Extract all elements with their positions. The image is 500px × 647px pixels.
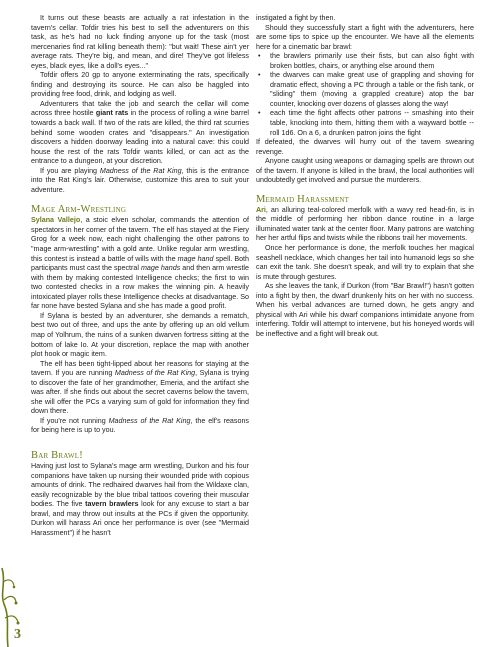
paragraph: Ari, an alluring teal-colored merfolk with a wavy red head-fin, is in the middle of performing her ribbon dance routine in a large illuminated water tank at the center floor. Many patrons are watching her her artful flips and twists while the ribbons trail her movements. xyxy=(256,205,474,243)
creature-name: giant rats xyxy=(95,109,129,118)
bullet-list xyxy=(256,52,474,138)
paragraph: As she leaves the tank, if Durkon (from "Bar Brawl!") hasn't gotten into a fight by then, the dwarf drunkenly hits on her with no success. When his verbal advances are turned down, he gets angry and physical with Ari while his dwarf companions intimidate anyone from interfering. Tofdir will attempt to intervene, but his honeyed words will be ineffective and a fight will break out. xyxy=(256,282,474,338)
npc-name: Ari xyxy=(256,205,266,214)
paragraph: Should they successfully start a fight with the adventurers, here are some tips to spice up the encounter. We have all the elements here for a cinematic bar brawl: xyxy=(256,23,474,51)
list-item: • the dwarves can make great use of grappling and shoving for dramatic effect, shoving a PC through a table or the fish tank, or "sliding" them (moving a grappled creature) atop the bar counter, knocking over dozens of glasses along the way! xyxy=(256,71,474,109)
list-item: • each time the fight affects other patrons -- smashing into their table, knocking into them, hitting them with a wayward bottle -- roll 1d6. On a 6, a drunken patron joins the fight xyxy=(256,109,474,138)
paragraph: If defeated, the dwarves will hurry out of the tavern swearing revenge. xyxy=(256,138,474,156)
paragraph: It turns out these beasts are actually a rat infestation in the tavern's cellar. Tofdir tries his best to sell the adventurers on this task, as he's had no luck finding anyone up for the task (most mercenaries find rat killing beneath them): "but wait! These ain't yer average rats. They're big, and mean, and dire! They've got lifeless eyes, black eyes, like a doll's eyes..." xyxy=(31,14,249,70)
left-column xyxy=(31,14,249,538)
paragraph: If Sylana is bested by an adventurer, she demands a rematch, best two out of three, and ups the ante by offering up an old vellum map of Yolhrum, the ruins of a sunken dwarven fortress sitting at the bottom of lake Io. At your discretion, replace the map with another plot hook or magic item. xyxy=(31,311,249,359)
page-number: 3 xyxy=(14,627,21,642)
section-heading-bar-brawl: Bar Brawl! xyxy=(31,449,83,461)
paragraph: Having just lost to Sylana's mage arm wrestling, Durkon and his four companions have taken up nursing their wounded pride with copious amounts of drink. The redhaired dwarves hail from the Wildaxe clan, easily recognizable by the blue tribal tattoos covering their muscular bodies. The five tavern brawlers look for any excuse to start a bar brawl, and may throw out insults at the PCs if given the opportunity. Durkon will harass Ari once her performance is over (see "Mermaid Harassment") if he hasn't xyxy=(31,461,249,537)
paragraph: Tofdir offers 20 gp to anyone exterminating the rats, specifically finding and destroying its source. He can also be haggled into providing free food, drink, and lodging as well. xyxy=(31,71,249,99)
section-heading-mermaid-harassment: Mermaid Harassment xyxy=(256,193,350,205)
paragraph: Sylana Vallejo, a stoic elven scholar, commands the attention of spectators in her corner of the tavern. The elf has stayed at the Fiery Grog for a week now, each night challenging the other patrons to "mage arm-wrestling" with a gold ante. Unlike regular arm wrestling, this contest is instead a battle of wills with the mage hand spell. Both participants must cast the spectral mage hands and then arm wrestle with them by making contested Intelligence checks; the first to win two contested checks in a row makes the winning pin. A heavily intoxicated player rolls these Intelligence checks at disadvantage. So far none have bested Sylana and she has made a good profit. xyxy=(31,216,250,311)
right-column xyxy=(256,14,474,340)
paragraph: Anyone caught using weapons or damaging spells are thrown out of the tavern. If anyone is killed in the brawl, the local authorities will undoubtedly get involved and pursue the murderers. xyxy=(256,157,474,185)
paragraph: Adventurers that take the job and search the cellar will come across three hostile giant rats in the process of rolling a wine barrel towards a back wall. If two of the rats are killed, the third rat scurries behind some wooden crates and "disappears." An investigation discovers a hidden doorway leading into a natural cave: this could house the rest of the rats Tofdir wants killed, or can act as the entrance to a dungeon, at your discretion. xyxy=(31,99,250,166)
paragraph: If you're not running Madness of the Rat King, the elf's reasons for being here is up to you. xyxy=(31,416,249,435)
paragraph: instigated a fight by then. xyxy=(256,14,336,22)
paragraph: Once her performance is done, the merfolk touches her magical seashell necklace, which changes her tail into humanoid legs so she can exit the tank. She doesn't speak, and will try to explain that she is mute through gestures. xyxy=(256,244,474,281)
section-heading-mage-arm-wrestling: Mage Arm-Wrestling xyxy=(31,204,127,216)
paragraph: If you are playing Madness of the Rat King, this is the entrance into the Rat King's lair. Otherwise, customize this area to suit your adventure. xyxy=(31,166,249,194)
creature-name: tavern brawlers xyxy=(85,500,139,509)
paragraph: The elf has been tight-lipped about her reasons for staying at the tavern. If you are running Madness of the Rat King, Sylana is trying to discover the fate of her grandmother, Emeria, and the artifact she was after. If she finds out about the secret caverns below the tavern, she will offer the PCs a varying sum of gold for information they find down there. xyxy=(31,359,250,416)
npc-name: Sylana Vallejo xyxy=(31,216,81,225)
list-item: • the brawlers primarily use their fists, but can also fight with broken bottles, chairs, or anything else around them xyxy=(256,52,474,71)
